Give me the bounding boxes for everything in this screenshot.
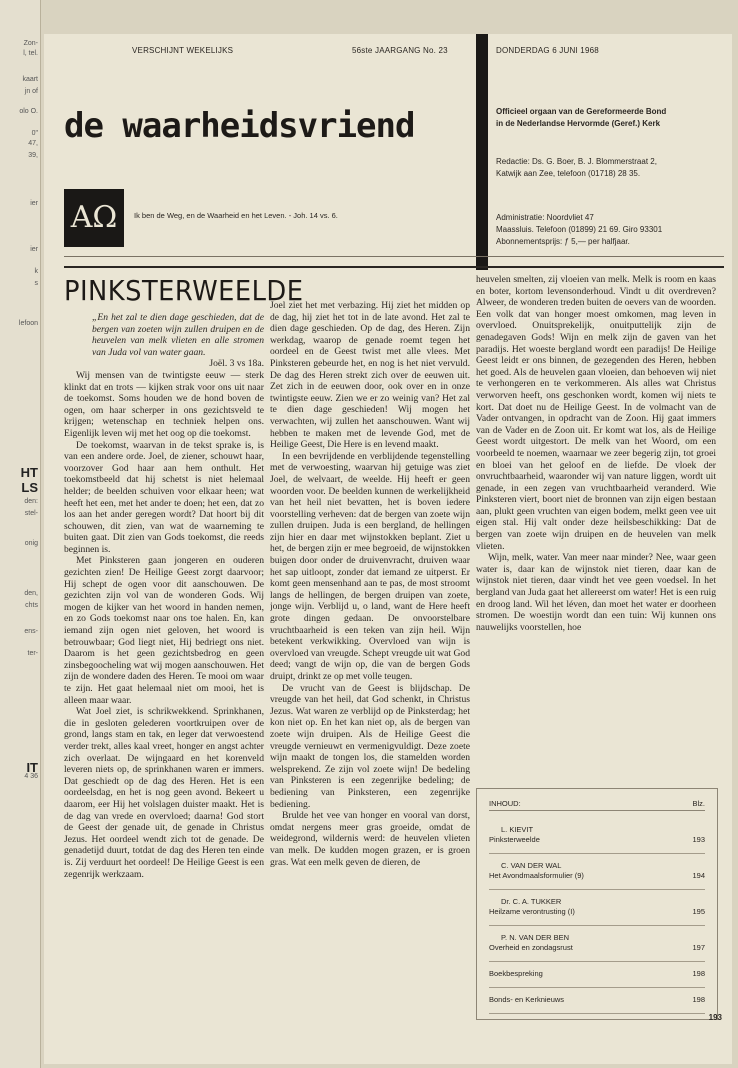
article-paragraph: Brulde het vee van honger en vooral van dorst, omdat nergens meer gras groeide, omdat de weidegrond, wildernis werd: de heuvelen vlieten van melk. De kudden mogen grazen, er is groen gras. Wat een melk geven de dieren, de (270, 810, 470, 868)
toc-entry (489, 969, 705, 979)
article-paragraph: In een bevrijdende en verblijdende tegenstelling met de verwoesting, waarvan hij getuige was ziet Joel, de welvaart, de weelde. Hij heeft er geen woorden voor. De beelden kunnen de werkelijkheid van het heil niet bevatten, het is boven iedere voorstelling verheven: dat de bergen van zoete wijn zullen druipen. Juda is een bergland, de hellingen zijn hier en daar met wijnstokken beplant. Ziet u het, de bergen zijn er mee begroeid, de wijnstokken buigen door onder de druivenvracht, druiven waar het sap uitloopt, zonder dat iemand ze uitperst. Er komt geen mensenhand aan te pas, de most stroomt langs de hellingen, de bergen druipen van zoete, jonge wijn. Verblijd u, o land, want de Here heeft grote dingen gedaan. De onvoorstelbare vruchtbaarheid is een teken van zijn heil. Wijn betekent verkwikking. Overvloed van wijn is overvloed van vreugde. Schept vreugde uit wat God deed; vangt de wijn op, die van de bergen Gods druipt, drinkt ze op met volle teugen. (270, 450, 470, 682)
strip-fragment: kaart (22, 76, 38, 83)
toc-entry (489, 861, 705, 881)
strip-fragment: 4 36 (24, 773, 38, 780)
editor-info (496, 156, 726, 180)
strip-fragment: IT (26, 760, 38, 775)
column-2-text (270, 300, 470, 868)
masthead-divider (476, 34, 488, 270)
strip-fragment: 0" (31, 130, 38, 137)
article-column-2 (270, 300, 470, 1024)
toc-separator (489, 925, 705, 926)
strip-fragment: LS (21, 480, 38, 495)
organ-info (496, 106, 726, 130)
toc-page: 193 (692, 835, 705, 844)
toc-author: P. N. VAN DER BEN (501, 933, 570, 942)
toc-page: 197 (692, 943, 705, 952)
masthead-rule-thick (64, 266, 724, 268)
organ-line: in de Nederlandse Hervormde (Geref.) Kerk (496, 119, 661, 128)
administration-info (496, 212, 726, 248)
toc-title: Bonds- en Kerknieuws (489, 995, 565, 1004)
issue-date: DONDERDAG 6 JUNI 1968 (496, 46, 599, 55)
article-paragraph: De vrucht van de Geest is blijdschap. De vreugde van het heil, dat God schenkt, in Christus Jezus. Wat waren ze verblijd op de Pinksterdag; het kon niet op. En het kan niet op, als de bergen van zoete wijn druipen. Als de Heilige Geest die vreugde vernieuwt en vermenigvuldigt. Deze zoete wijn maakt de tongen los, die stamelden worden welsprekend. Ze zijn vol zoete wijn! De bedeling van Pinksteren is een zegenrijke bedeling; de bediening van Pinksteren, een zegenrijke bediening. (270, 682, 470, 810)
strip-fragment: l, tel. (23, 50, 38, 57)
toc-separator (489, 961, 705, 962)
toc-title: Het Avondmaalsformulier (9) (489, 871, 584, 880)
toc-author: L. KIEVIT (501, 825, 534, 834)
article-heading: PINKSTERWEELDE (64, 274, 304, 307)
alpha-omega-logo: ΑΩ (64, 189, 124, 247)
toc-header-label: INHOUD: (489, 799, 521, 808)
toc-author: Dr. C. A. TUKKER (501, 897, 562, 906)
admin-line: Maassluis. Telefoon (01899) 21 69. Giro 93301 (496, 225, 663, 234)
toc-separator (489, 889, 705, 890)
strip-fragment: chts (25, 602, 38, 609)
article-paragraph: heuvelen smelten, zij vloeien van melk. Melk is room en kaas en boter, kortom levensonderhoud. Vindt u dit overdreven? Alweer, de wonderen treden buiten de oevers van de woorden. Een volk dat van honger moest omkomen, mag leven in overvloed. Onuitsprekelijk, onuitputtelijk zijn de genadegaven Gods! Wijn en melk zijn de gaven van het paradijs. Het woeste bergland wordt een paradijs! De Heilige Geest leidt er ons binnen, de gezegenden des Heren, hebben het goed. Als de heuvelen gaan vloeien, dan behoeven wij niet te verhongeren en te verkommeren. Als alles wat Christus verworven heeft, ons geschonken wordt, komen wij niets te kort. Dat doet nu de Heilige Geest. In de volmacht van de Vader ontvangen, in opdracht van de Zoon. Hij gaat immers van de Vader en de Zoon uit. Er komt wat los, als de Heilige Geest wordt uitgestort. De melk van het Woord, om een voorbeeld te noemen, waarnaar we zeer begerig zijn, tot groei en bloei van het geloof en de liefde. De vloek der onvruchtbaarheid, waaronder wij van nature liggen, wordt uit genade, in een zegen van vruchtbaarheid veranderd. Wie Pinksteren viert, boort niet de bronnen van zijn eigen bestaan aan, plukt geen vruchten van eigen bodem, melkt geen vee uit eigen stal. Hij valt onder deze heilsbeschikking: Dat de bergen van zoete wijn druipen en de heuvelen van melk vlieten. (476, 274, 716, 552)
strip-fragment: den: (24, 498, 38, 505)
toc-entry (489, 825, 705, 845)
toc-header (489, 799, 705, 811)
publication-frequency: VERSCHIJNT WEKELIJKS (132, 46, 234, 55)
toc-entry (489, 897, 705, 917)
strip-fragment: Zon- (23, 40, 38, 47)
article-paragraph: De toekomst, waarvan in de tekst sprake is, is van een andere orde. Joel, de ziener, schouwt haar, voorzover God haar aan hem onthult. Het toekomstbeeld dat hij schetst is niet helemaal helder; de beelden schuiven voor elkaar heen; wat heeft het een, met het ander te doen; het een, dat zo los aan het ander geregen wordt? Dat hoort bij dit schouwen, dit zien, van wat de waarneming te buiten gaat. Dit zien van Gods toekomst, die reeds beginnen is. (64, 439, 264, 555)
adjacent-page-strip (0, 0, 41, 1068)
admin-line: Abonnementsprijs: ƒ 5,— per halfjaar. (496, 237, 630, 246)
toc-page-label: Blz. (692, 799, 705, 808)
strip-fragment: ens- (24, 628, 38, 635)
page-number: 193 (708, 1013, 722, 1022)
strip-fragment: 47, (28, 140, 38, 147)
masthead-rule (64, 256, 724, 257)
article-paragraph: Met Pinksteren gaan jongeren en ouderen gezichten zien! De Heilige Geest zorgt daarvoor; Hij schept de ogen voor dit aanschouwen. De gezichten zijn vol van de wonderen Gods. Wij mogen de kijker van het woord in handen nemen, en zo Gods toekomst naar ons toe halen. En, kan iemand zijn ogen niet geloven, het woord is betrouwbaar; God liegt niet, Hij bedriegt ons niet. Daarom is het geen gezichtsbedrog en geen zinsbegoocheling wat wij mogen aanschouwen. Het zijn de wondere daden des Heren. Te mooi om waar te zijn. Het gaat helemaal niet om mooi, het is alleen maar waar. (64, 555, 264, 706)
toc-title: Heilzame verontrusting (I) (489, 907, 575, 916)
strip-fragment: lefoon (18, 320, 38, 327)
strip-fragment: ter- (27, 650, 38, 657)
strip-fragment: 39, (28, 152, 38, 159)
toc-title: Boekbespreking (489, 969, 543, 978)
column-3-text (476, 274, 716, 633)
toc-title: Overheid en zondagsrust (489, 943, 573, 952)
article-column-3 (476, 274, 716, 780)
strip-fragment: s (34, 280, 38, 287)
toc-page: 194 (692, 871, 705, 880)
article-paragraph: Wat Joel ziet, is schrikwekkend. Sprinkhanen, die in gesloten gelederen voortkruipen over de grond, langs stam en tak, en leger dat verwoestend verder trekt, alles kaal vreet, honger en angst achter zich overlaat. De wijngaard en het korenveld leveren niets op, de sprinkhanen waren er immers. Dat geschiedt op de dag des Heren. Het is een oordeelsdag, en het is nog geen avond. Bekeert u daarom, eer Hij het volslagen duister maakt. Het is de dag van vrede en overvloed; daarna! God stort de Geest der genade uit, de genade in Christus Jezus. Het oordeel wendt zich tot de genade. De genadetijd duurt, totdat de dag des Heren ten einde is. Zij verduurt het oordeel! De Heilige Geest is een zegenrijk werkzaam. (64, 706, 264, 880)
strip-fragment: stel- (24, 510, 38, 517)
strip-fragment: ier (30, 200, 38, 207)
admin-line: Administratie: Noordvliet 47 (496, 213, 594, 222)
article-paragraph: Wij mensen van de twintigste eeuw — sterk klinkt dat en trots — kijken strak voor ons uit naar de toekomst. Soms houden we de hond boven de ogen, om haar scherper in ons gezichtsveld te krijgen; wetenschap en techniek helpen ons. Eigenlijk leven wij met het oog op die toekomst. (64, 369, 264, 439)
newspaper-page (44, 34, 732, 1064)
article-column-1 (64, 312, 264, 1024)
newspaper-title: de waarheidsvriend (64, 106, 415, 146)
volume-number: 56ste JAARGANG No. 23 (352, 46, 448, 55)
column-1-text (64, 370, 264, 880)
strip-fragment: k (34, 268, 38, 275)
editor-line: Katwijk aan Zee, telefoon (01718) 28 35. (496, 169, 641, 178)
toc-page: 195 (692, 907, 705, 916)
toc-entry (489, 933, 705, 953)
toc-entry (489, 995, 705, 1005)
toc-title: Pinksterweelde (489, 835, 540, 844)
strip-fragment: HT (20, 465, 38, 480)
editor-line: Redactie: Ds. G. Boer, B. J. Blommerstraat 2, (496, 157, 657, 166)
strip-fragment: olo O. (19, 108, 38, 115)
article-paragraph: Joel ziet het met verbazing. Hij ziet het midden op de dag, hij ziet het tot in de late avond. Het zal te dien dage geschieden. Op de dag, des Heren. Zijn werkdag, waarop de genade roemt tegen het oordeel en de Geest twist met alle vlees. Met Pinksteren gebeurde het, en nog is het niet vervuld. De dag des Heren strekt zich over de eeuwen uit. Zet zich in de eeuwen door, ook over en in onze twintigste eeuw. Zien we er zo weinig van? Het zal te dien dage geschieden! Wij mogen het verwachten, wij zullen het aanschouwen. Want wij hebben te maken met de levende God, met de Heilige Geest, Die Here is en levend maakt. (270, 300, 470, 451)
toc-separator (489, 987, 705, 988)
organ-line: Officieel orgaan van de Gereformeerde Bond (496, 107, 667, 116)
toc-author: C. VAN DER WAL (501, 861, 562, 870)
strip-fragment: jn of (24, 88, 38, 95)
strip-fragment: den, (24, 590, 38, 597)
masthead-motto: Ik ben de Weg, en de Waarheid en het Leven. - Joh. 14 vs. 6. (134, 211, 338, 220)
article-paragraph: Wijn, melk, water. Van meer naar minder? Nee, waar geen water is, daar kan de wijnstok niet tieren, daar kan de wijnstok niet tieren, daar vindt het vee geen voedsel. In het bergland van Juda gaat het allereerst om water! Het is een ruig en droog land. Wil het léven, dan moet het water er doorheen stromen. De woestijn wordt dan een tuin: Wij kunnen ons nauwelijks voorstellen, hoe (476, 552, 716, 633)
epigraph-quote: „En het zal te dien dage geschieden, dat de bergen van zoeten wijn zullen druipen en de heuvelen van melk vlieten en alle stromen van Juda vol van water gaan. (92, 312, 264, 358)
toc-page: 198 (692, 969, 705, 978)
toc-separator (489, 853, 705, 854)
strip-fragment: onig (24, 540, 38, 547)
toc-page: 198 (692, 995, 705, 1004)
table-of-contents (476, 788, 718, 1020)
toc-separator (489, 1013, 705, 1014)
epigraph-reference: Joël. 3 vs 18a. (209, 358, 264, 370)
strip-fragment: ier (30, 246, 38, 253)
